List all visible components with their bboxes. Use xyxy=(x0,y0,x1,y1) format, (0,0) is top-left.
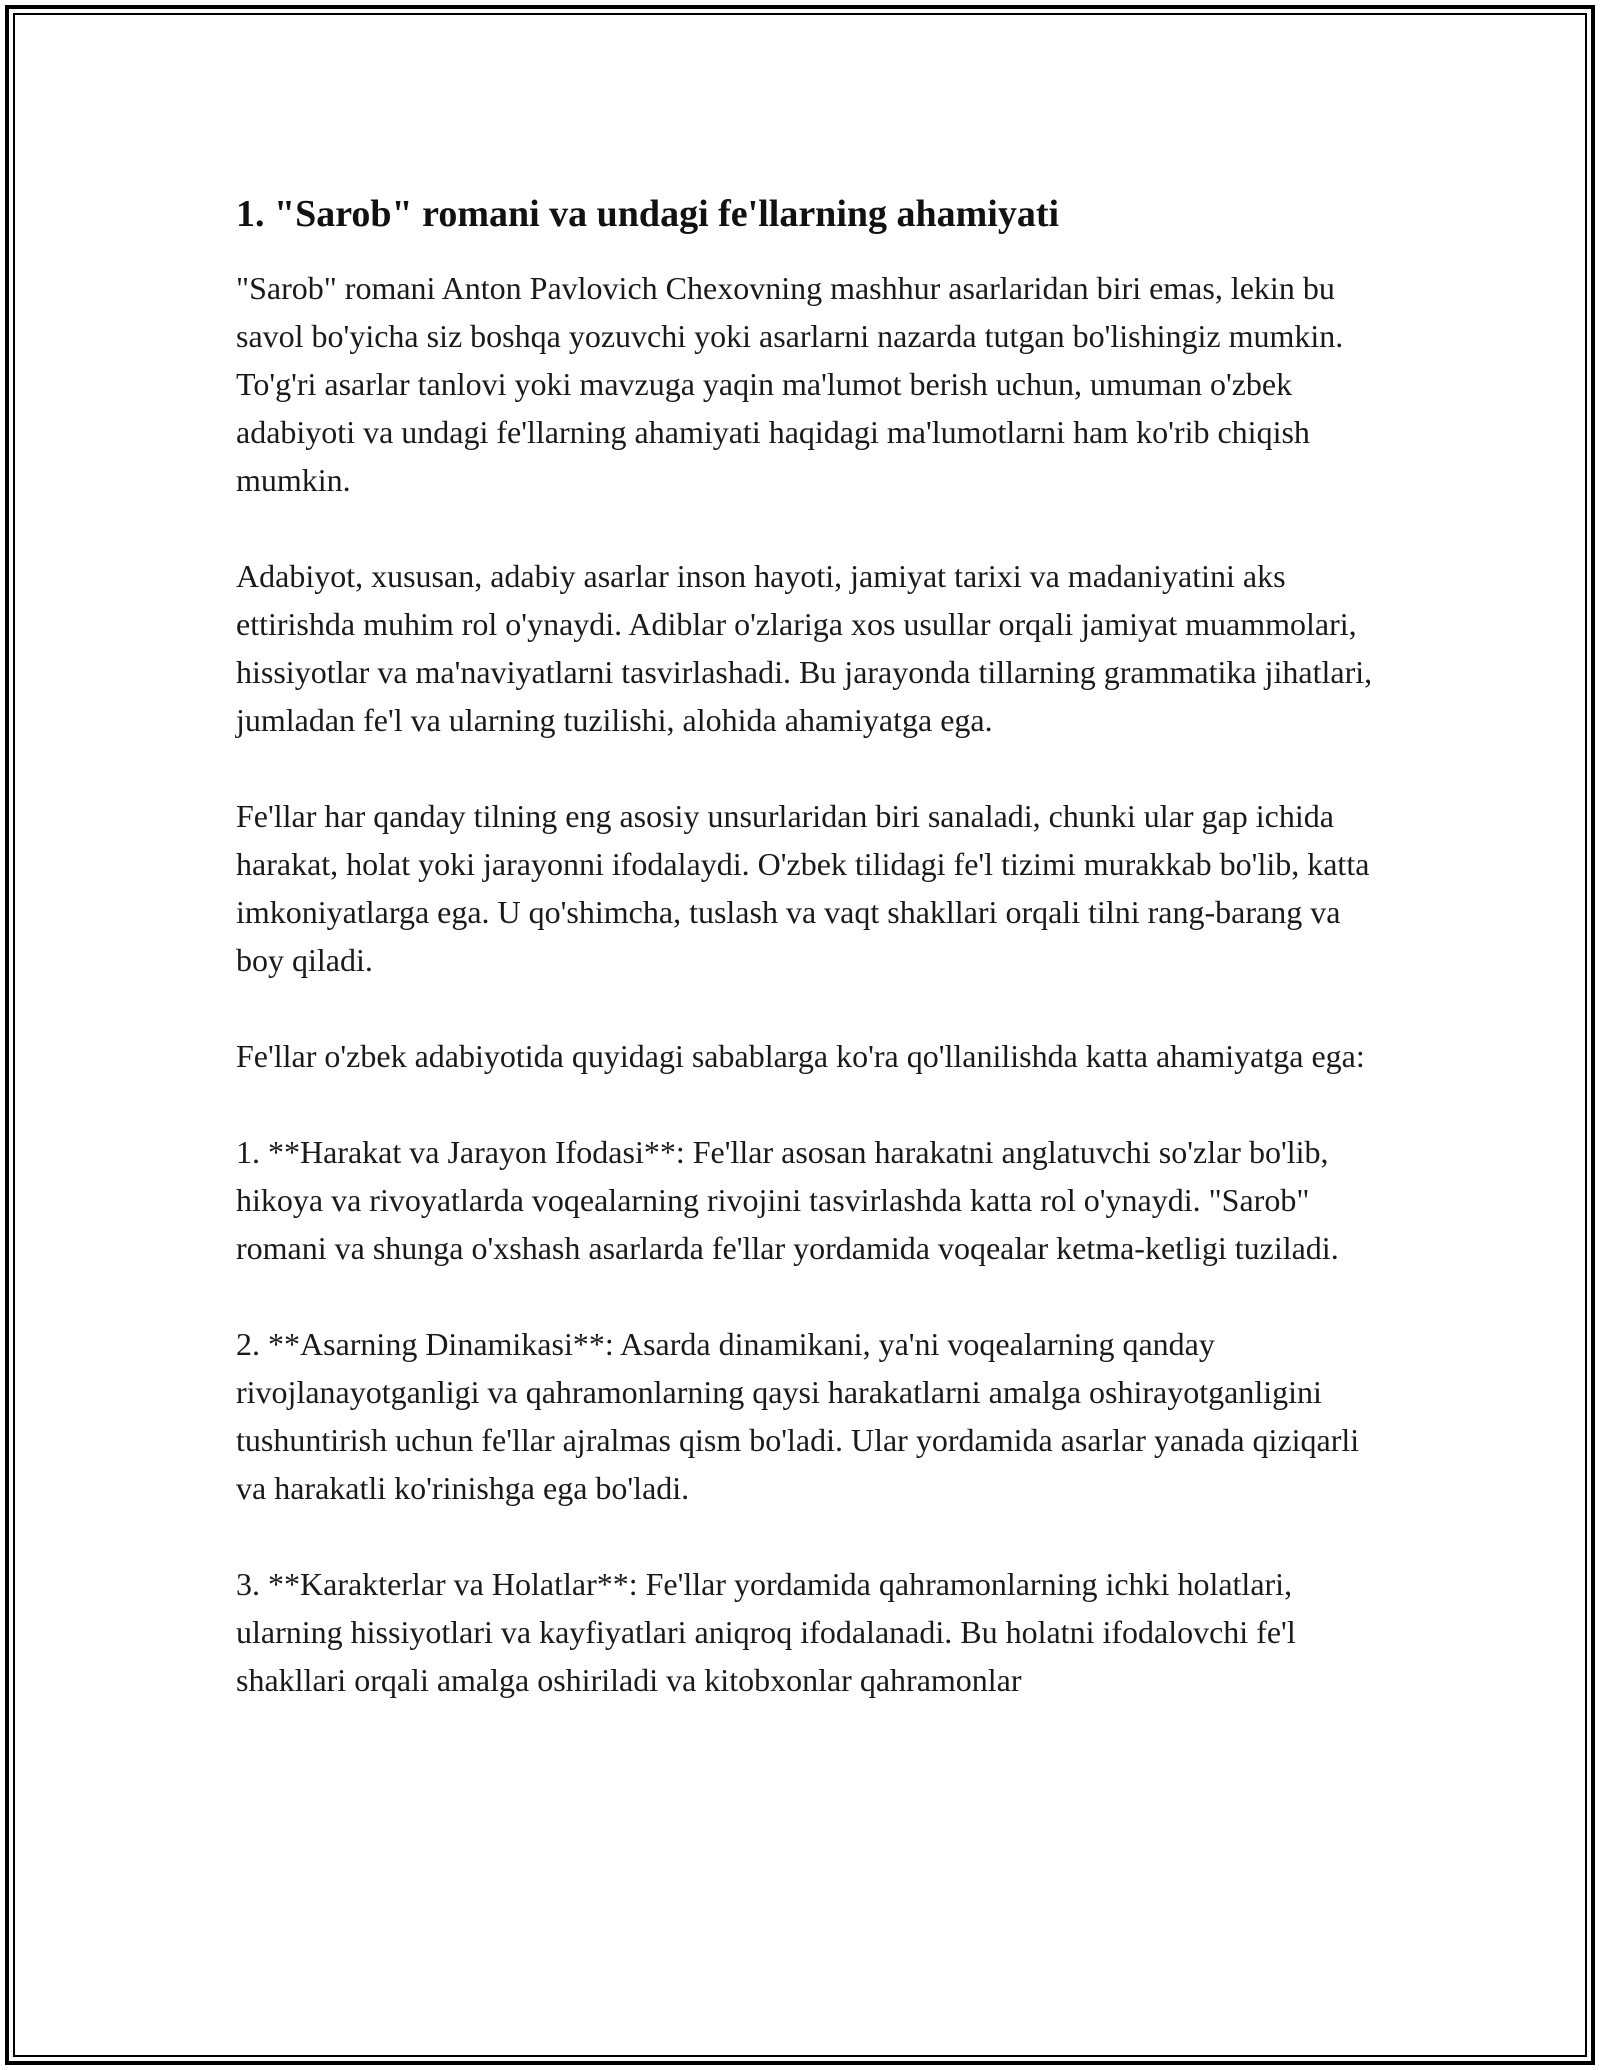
list-item-dinamika: 2. **Asarning Dinamikasi**: Asarda dinamikani, ya'ni voqealarning qanday rivojlanayotganligi va qahramonlarning qaysi harakatlarni amalga oshirayotganligini tushuntirish uchun fe'llar ajralmas qism bo'ladi. Ular yordamida asarlar yanada qiziqarli va harakatli ko'rinishga ega bo'ladi. xyxy=(236,1326,1360,1506)
paragraph-intro: "Sarob" romani Anton Pavlovich Chexovning mashhur asarlaridan biri emas, lekin bu savol bo'yicha siz boshqa yozuvchi yoki asarlarni nazarda tutgan bo'lishingiz mumkin. To'g'ri asarlar tanlovi yoki mavzuga yaqin ma'lumot berish uchun, umuman o'zbek adabiyoti va undagi fe'llarning ahamiyati haqidagi ma'lumotlarni ham ko'rib chiqish mumkin. xyxy=(236,270,1344,498)
paragraph-reasons-intro: Fe'llar o'zbek adabiyotida quyidagi sabablarga ko'ra qo'llanilishda katta ahamiyatga ega: xyxy=(236,1038,1365,1074)
paragraph-literature: Adabiyot, xususan, adabiy asarlar inson hayoti, jamiyat tarixi va madaniyatini aks ettirishda muhim rol o'ynaydi. Adiblar o'zlariga xos usullar orqali jamiyat muammolari, hissiyotlar va ma'naviyatlarni tasvirlashadi. Bu jarayonda tillarning grammatika jihatlari, jumladan fe'l va ularning tuzilishi, alohida ahamiyatga ega. xyxy=(236,558,1373,738)
list-item-harakat: 1. **Harakat va Jarayon Ifodasi**: Fe'llar asosan harakatni anglatuvchi so'zlar bo'lib, hikoya va rivoyatlarda voqealarning rivojini tasvirlashda katta rol o'ynaydi. "Sarob" romani va shunga o'xshash asarlarda fe'llar yordamida voqealar ketma-ketligi tuziladi. xyxy=(236,1134,1339,1266)
paragraph-verbs: Fe'llar har qanday tilning eng asosiy unsurlaridan biri sanaladi, chunki ular gap ichida harakat, holat yoki jarayonni ifodalaydi. O'zbek tilidagi fe'l tizimi murakkab bo'lib, katta imkoniyatlarga ega. U qo'shimcha, tuslash va vaqt shakllari orqali tilni rang-barang va boy qiladi. xyxy=(236,798,1370,978)
document-body xyxy=(236,188,1386,1752)
list-item-karakterlar: 3. **Karakterlar va Holatlar**: Fe'llar yordamida qahramonlarning ichki holatlari, ularning hissiyotlari va kayfiyatlari aniqroq ifodalanadi. Bu holatni ifodalovchi fe'l shakllari orqali amalga oshiriladi va kitobxonlar qahramonlar xyxy=(236,1566,1296,1698)
document-title: 1. "Sarob" romani va undagi fe'llarning ahamiyati xyxy=(236,193,1060,235)
